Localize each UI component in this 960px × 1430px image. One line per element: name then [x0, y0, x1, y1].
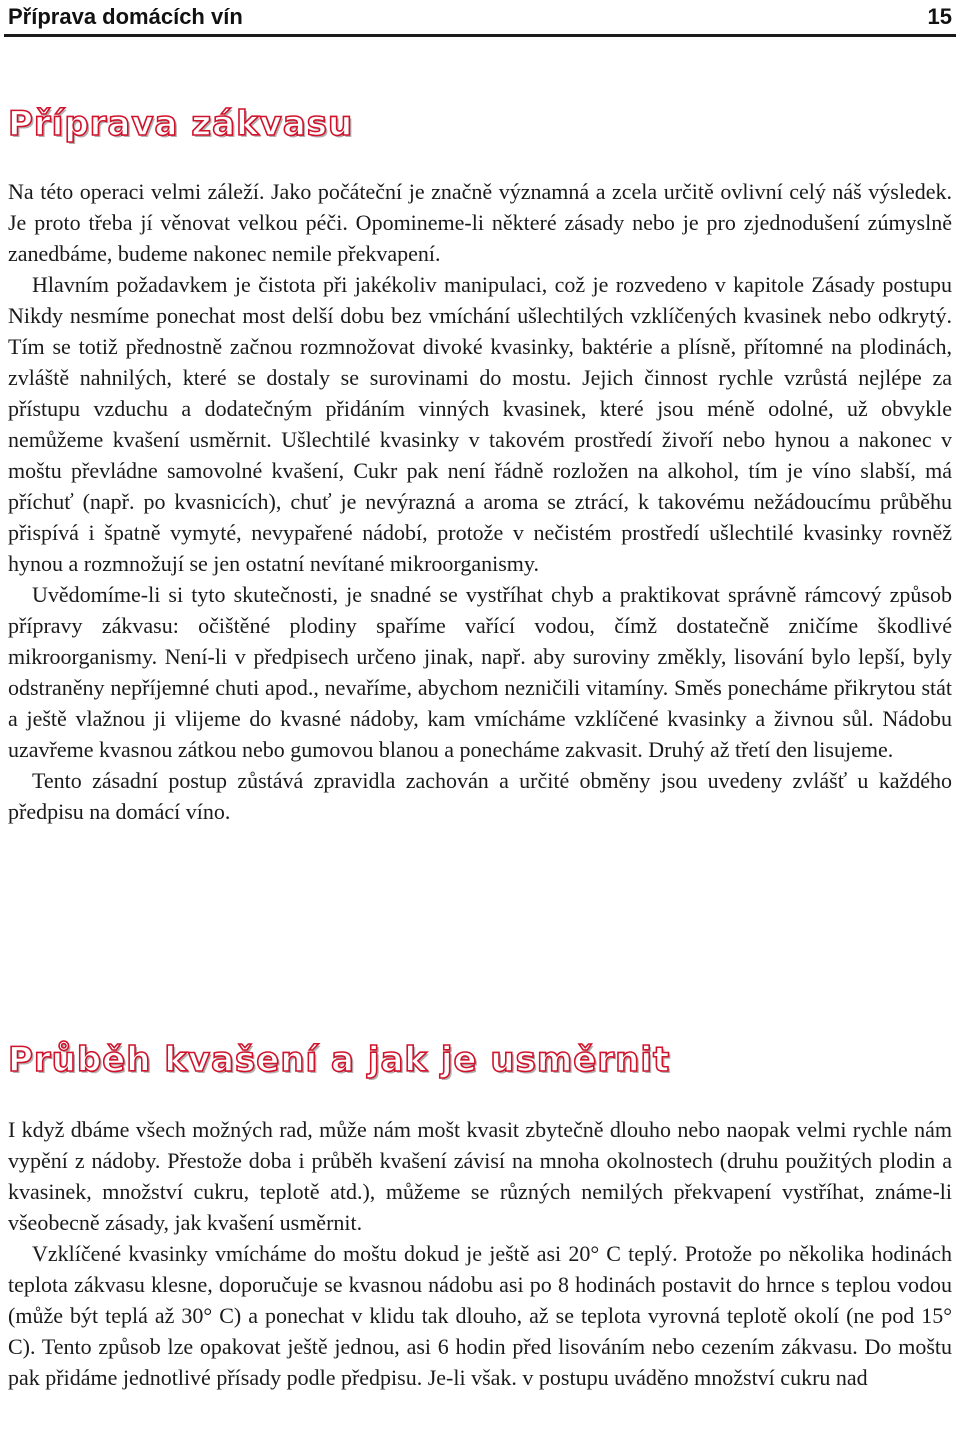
body-paragraph: Na této operaci velmi záleží. Jako počáteční je značně významná a zcela určitě ovlivní celý náš výsledek. Je proto třeba jí věnovat velkou péči. Opomineme-li některé zásady nebo je pro zjednodušení zúmyslně zanedbáme, budeme nakonec nemile překvapení. [8, 179, 952, 266]
page-number: 15 [927, 4, 952, 29]
header-rule [4, 34, 956, 37]
body-paragraph: I když dbáme všech možných rad, může nám mošt kvasit zbytečně dlouho nebo naopak velmi rychle nám vypění z nádoby. Přestože doba i průběh kvašení závisí na mnoha okolnostech (druhu použitých plodin a kvasinek, množství cukru, teplotě atd.), můžeme se různých nemilých překvapení vystříhat, známe-li všeobecně zásady, jak kvašení usměrnit. [8, 1117, 952, 1235]
body-paragraph: Uvědomíme-li si tyto skutečnosti, je snadné se vystříhat chyb a praktikovat správně rámcový způsob přípravy zákvasu: očištěné plodiny spaříme vařící vodou, čímž dostatečně zničíme škodlivé mikroorganismy. Není-li v předpisech určeno jinak, např. aby suroviny změkly, lisování bylo lepší, byly odstraněny nepříjemné chuti apod., nevaříme, abychom nezničili vitamíny. Směs ponecháme přikrytou stát a ještě vlažnou ji vlijeme do kvasné nádoby, kam vmícháme vzklíčené kvasinky a živnou sůl. Nádobu uzavřeme kvasnou zátkou nebo gumovou blanou a ponecháme zakvasit. Druhý až třetí den lisujeme. [8, 582, 952, 762]
running-header [8, 2, 952, 32]
body-paragraph: Tento zásadní postup zůstává zpravidla zachován a určité obměny jsou uvedeny zvlášť u každého předpisu na domácí víno. [8, 768, 952, 824]
body-paragraph: Hlavním požadavkem je čistota při jakékoliv manipulaci, což je rozvedeno v kapitole Zásady postupu Nikdy nesmíme ponechat most delší dobu bez vmíchání ušlechtilých vzklíčených kvasinek nebo odkrytý. Tím se totiž přednostně začnou rozmnožovat divoké kvasinky, baktérie a plísně, přítomné na plodinách, zvláště nahnilých, které se dostaly se surovinami do mostu. Jejich činnost rychle vzrůstá nejlépe za přístupu vzduchu a dodatečným přidáním vinných kvasinek, které jsou méně odolné, už obvykle nemůžeme kvašení usměrnit. Ušlechtilé kvasinky v takovém prostředí živoří nebo hynou a nakonec v moštu převládne samovolné kvašení, Cukr pak není řádně rozložen na alkohol, tím je víno slabší, má příchuť (např. po kvasnicích), chuť je nevýrazná a aroma se ztrácí, k takovému nežádoucímu průběhu přispívá i špatně vymyté, nevypařené nádobí, protože v nečistém prostředí ušlechtilé kvasinky rovněž hynou a rozmnožují se jen ostatní nevítané mikroorganismy. [8, 272, 952, 576]
running-title: Příprava domácích vín [8, 4, 243, 29]
section-body-prubeh-kvaseni [8, 1114, 952, 1393]
body-paragraph: Vzklíčené kvasinky vmícháme do moštu dokud je ještě asi 20° C teplý. Protože po několika hodinách teplota zákvasu klesne, doporučuje se kvasnou nádobu asi po 8 hodinách postavit do hrnce s teplou vodou (může být teplá až 30° C) a ponechat v klidu tak dlouho, až se teplota vyrovná teplotě okolí (ne pod 15° C). Tento způsob lze opakovat ještě jednou, asi 6 hodin před lisováním nebo cezením zákvasu. Do moštu pak přidáme jednotlivé přísady podle předpisu. Je-li však. v postupu uváděno množství cukru nad [8, 1241, 952, 1390]
section-heading-prubeh-kvaseni: Průběh kvašení a jak je usměrnit [8, 1040, 671, 1080]
section-body-priprava-zakvasu [8, 176, 952, 827]
section-heading-priprava-zakvasu: Příprava zákvasu [8, 104, 354, 144]
